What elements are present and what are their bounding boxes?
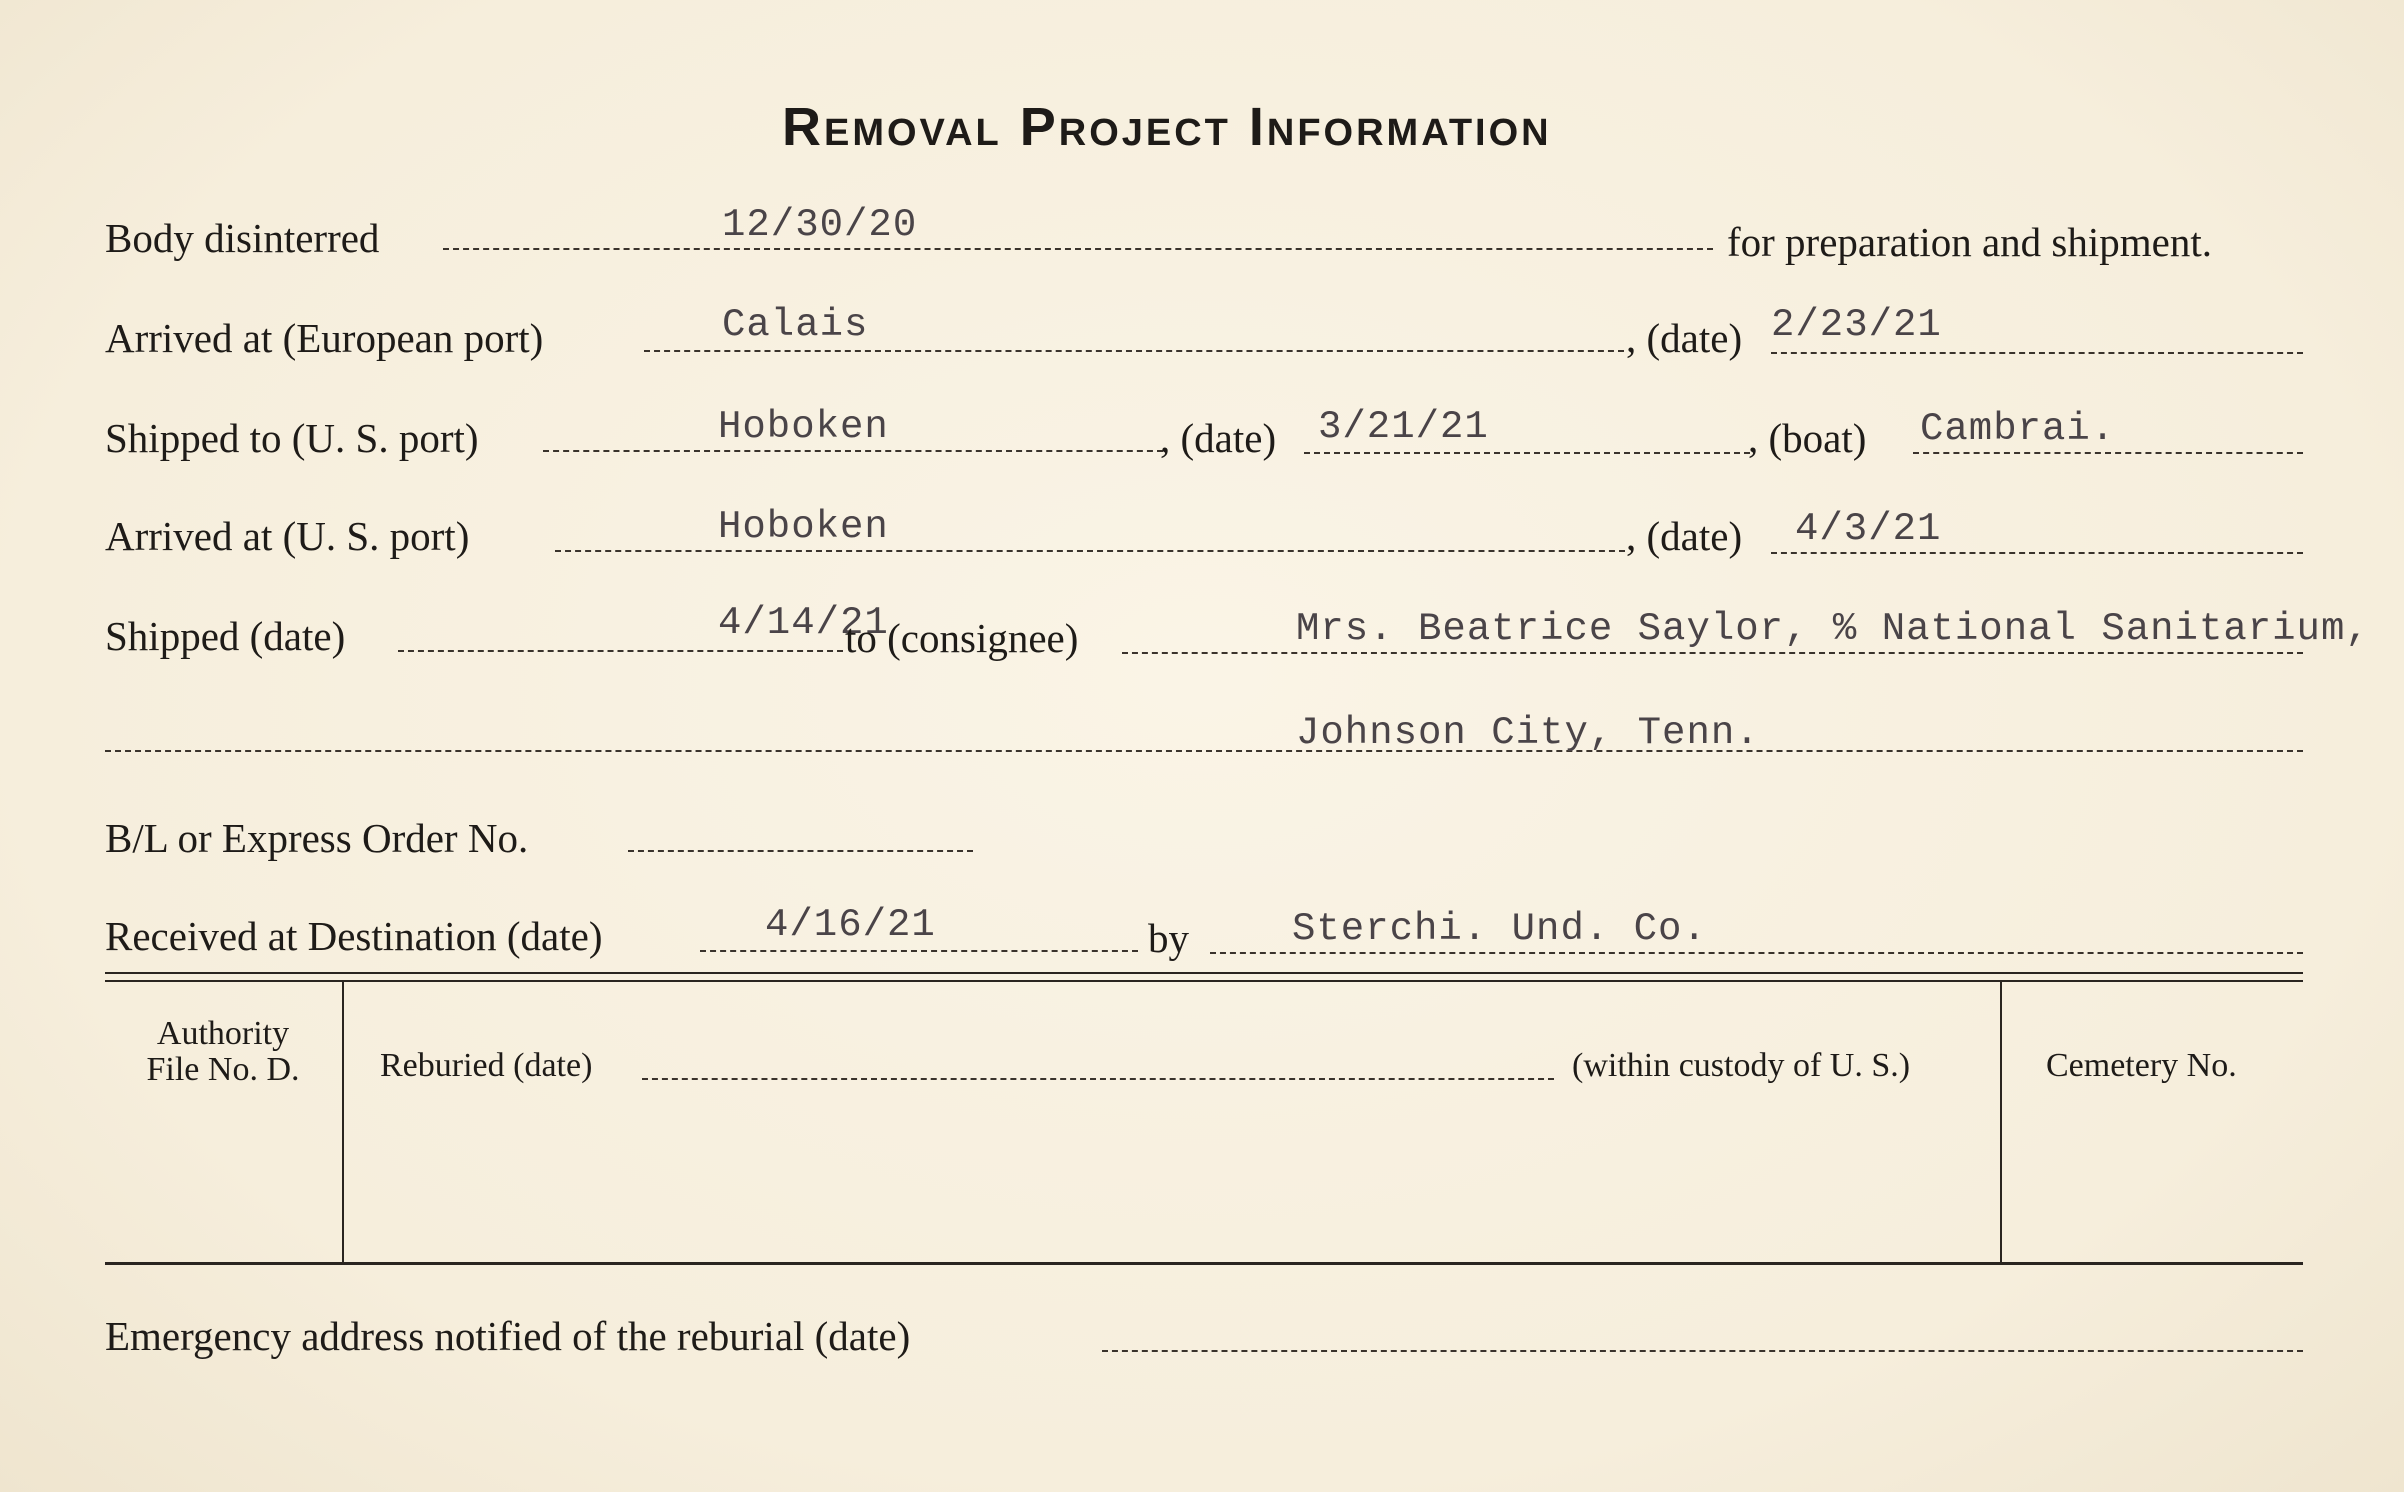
preparation-shipment-label: for preparation and shipment. — [1727, 219, 2213, 265]
arrived-european-port-label: Arrived at (European port) — [105, 315, 544, 361]
shipped-date-value: 4/14/21 — [718, 601, 889, 645]
bl-order-label: B/L or Express Order No. — [105, 815, 529, 861]
us-ship-date-value: 3/21/21 — [1318, 405, 1489, 449]
cemetery-label: Cemetery No. — [2046, 1047, 2237, 1084]
authority-label-line2: File No. D. — [146, 1050, 300, 1088]
section-rule-top — [105, 972, 2303, 974]
us-arrival-date-line — [1771, 552, 2303, 554]
us-port-arrived-value: Hoboken — [718, 505, 889, 549]
body-disinterred-value: 12/30/20 — [722, 203, 918, 247]
reburied-label: Reburied (date) — [380, 1047, 593, 1084]
received-by-label: by — [1148, 915, 1189, 961]
consignee-continuation-line — [105, 750, 2303, 752]
authority-label-line1: Authority — [156, 1015, 290, 1052]
us-arrival-date-label: , (date) — [1626, 513, 1743, 559]
reburied-line — [642, 1078, 1554, 1080]
european-date-line — [1771, 352, 2303, 354]
boat-value: Cambrai. — [1920, 407, 2116, 451]
card-title: Removal Project Information — [782, 97, 1552, 157]
box-bottom-rule — [105, 1262, 2303, 1265]
boat-label: , (boat) — [1748, 415, 1867, 461]
shipped-to-us-port-line — [543, 450, 1163, 452]
received-date-line — [700, 950, 1138, 952]
us-arrival-date-value: 4/3/21 — [1795, 507, 1942, 551]
european-date-value: 2/23/21 — [1771, 303, 1942, 347]
authority-file-label — [112, 1016, 334, 1087]
bl-order-line — [628, 850, 973, 852]
received-date-value: 4/16/21 — [765, 903, 936, 947]
cemetery-divider — [2000, 982, 2002, 1262]
shipped-to-us-port-label: Shipped to (U. S. port) — [105, 415, 479, 461]
european-port-value: Calais — [722, 303, 869, 347]
received-label: Received at Destination (date) — [105, 913, 603, 959]
consignee-line1-value: Mrs. Beatrice Saylor, % National Sanitarium, — [1296, 607, 2370, 651]
shipped-date-line — [398, 650, 843, 652]
consignee-line2-value: Johnson City, Tenn. — [1296, 711, 1760, 755]
us-ship-date-line — [1304, 452, 1750, 454]
us-ship-date-label: , (date) — [1160, 415, 1277, 461]
custody-label: (within custody of U. S.) — [1572, 1047, 1911, 1084]
consignee-label: to (consignee) — [845, 615, 1079, 661]
body-disinterred-label: Body disinterred — [105, 215, 380, 261]
section-rule-bottom — [105, 980, 2303, 982]
arrived-us-port-label: Arrived at (U. S. port) — [105, 513, 470, 559]
emergency-label: Emergency address notified of the reburial (date) — [105, 1313, 911, 1359]
received-by-line — [1210, 952, 2303, 954]
consignee-line — [1122, 652, 2303, 654]
arrived-european-port-line — [644, 350, 1624, 352]
shipped-date-label: Shipped (date) — [105, 613, 346, 659]
authority-divider — [342, 982, 344, 1262]
received-by-value: Sterchi. Und. Co. — [1292, 907, 1707, 951]
arrived-us-port-line — [555, 550, 1625, 552]
us-port-shipped-value: Hoboken — [718, 405, 889, 449]
body-disinterred-line — [443, 248, 1713, 250]
emergency-line — [1102, 1350, 2303, 1352]
boat-line — [1913, 452, 2303, 454]
european-date-label: , (date) — [1626, 315, 1743, 361]
